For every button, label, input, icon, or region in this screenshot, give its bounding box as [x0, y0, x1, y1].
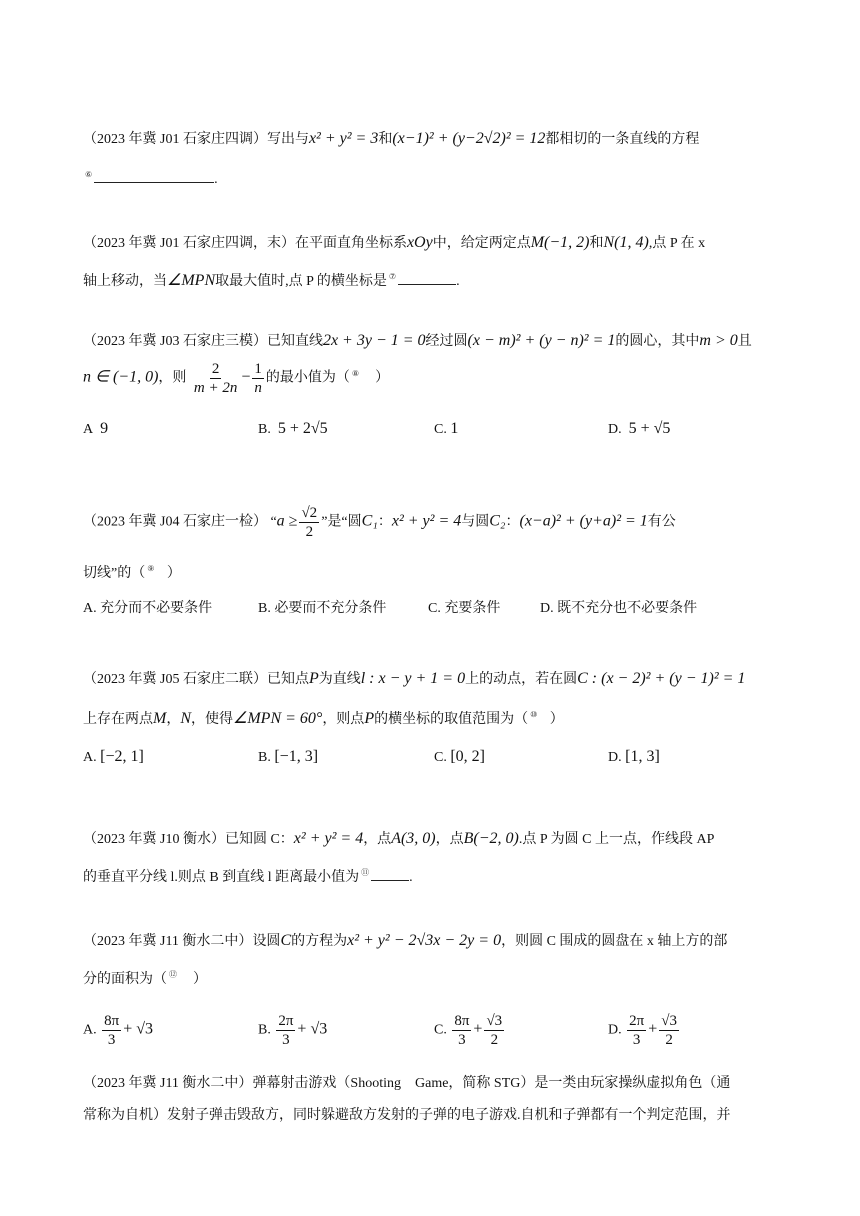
- numerator: √3: [486, 1013, 503, 1029]
- angle-equation: ∠MPN = 60°: [233, 710, 323, 727]
- footnote-marker: ⑥: [85, 170, 93, 180]
- fraction: [299, 504, 319, 541]
- circle-label: C₂: [489, 512, 506, 530]
- point-n: N: [180, 710, 191, 727]
- condition: a ≥: [276, 512, 298, 530]
- question-text: 与圆: [461, 514, 490, 530]
- question-2-line-2: [83, 270, 460, 290]
- denominator: 3: [632, 1032, 641, 1048]
- option-value: 充要条件: [444, 601, 501, 616]
- question-text: 写出与: [266, 132, 309, 147]
- numerator: 2: [211, 361, 220, 377]
- option-value: 既不充分也不必要条件: [557, 601, 698, 616]
- point-m: M(−1, 2): [530, 234, 590, 251]
- punctuation: .: [214, 172, 218, 187]
- question-text: ,点 P 在 x: [648, 236, 706, 251]
- question-source: （2023 年冀 J01 石家庄四调，末）: [83, 236, 295, 251]
- operator: −: [241, 368, 251, 386]
- option-value: [−1, 3]: [274, 748, 319, 765]
- punctuation: ）: [549, 712, 564, 727]
- fraction: [659, 1012, 679, 1049]
- option-c[interactable]: C. $\frac{8\pi}{3}$ + $\frac{√3}{2}$: [434, 1013, 503, 1048]
- footnote-marker: ⑨: [147, 564, 155, 574]
- question-6-line-1: [83, 828, 714, 848]
- fraction: [276, 1012, 295, 1049]
- option-label: B.: [258, 601, 271, 616]
- circle-equation: x² + y² = 4: [293, 830, 364, 847]
- option-label: C.: [434, 422, 447, 437]
- denominator: 2: [305, 524, 314, 540]
- option-a[interactable]: [83, 748, 144, 766]
- point-p: P: [308, 670, 319, 687]
- option-label: B.: [258, 1022, 271, 1038]
- question-text: 设圆: [252, 934, 281, 949]
- question-7-line-2: [83, 968, 207, 988]
- punctuation: ）: [166, 566, 181, 581]
- denominator: m + 2n: [193, 380, 238, 396]
- question-text: ，使得: [191, 712, 233, 727]
- equation: (x−1)² + (y−2√2)² = 12: [392, 130, 546, 147]
- point-a: A(3, 0): [391, 830, 436, 847]
- point-p: P: [364, 710, 375, 727]
- question-7-line-1: [83, 930, 727, 950]
- punctuation: ：: [377, 514, 392, 530]
- punctuation: ：: [505, 514, 520, 530]
- coordinate-system: xOy: [406, 234, 433, 251]
- punctuation: ）: [193, 972, 207, 987]
- condition: m > 0: [699, 332, 738, 349]
- question-text: 有公: [647, 514, 676, 530]
- option-label: A: [83, 422, 94, 437]
- point-b: B(−2, 0): [463, 830, 519, 847]
- option-value: [−2, 1]: [100, 748, 144, 765]
- footnote-marker: ⑦: [388, 272, 397, 282]
- option-label: D.: [608, 422, 622, 437]
- question-text: 的垂直平分线 l.则点 B 到直线 l 距离最小值为: [83, 870, 360, 885]
- option-b[interactable]: [258, 420, 328, 438]
- numerator: 8π: [104, 1013, 120, 1029]
- footnote-marker: ⑪: [361, 868, 370, 878]
- question-text: 和: [378, 132, 393, 147]
- option-a[interactable]: [83, 1012, 153, 1049]
- option-d[interactable]: [540, 597, 697, 617]
- option-label: B.: [258, 750, 271, 765]
- circle-label: C: [280, 932, 292, 949]
- option-label: C.: [428, 601, 441, 616]
- question-text: 已知点: [266, 672, 309, 687]
- option-b[interactable]: [258, 597, 386, 617]
- option-label: A.: [83, 601, 97, 616]
- option-value: 充分而不必要条件: [100, 601, 213, 616]
- question-6-line-2: [83, 866, 413, 886]
- option-c[interactable]: [434, 420, 458, 438]
- question-source: （2023 年冀 J10 衡水）: [83, 832, 225, 847]
- footnote-marker: ⑫: [169, 970, 177, 980]
- numerator: √2: [301, 505, 318, 521]
- circle-equation: (x−a)² + (y+a)² = 1: [519, 512, 648, 530]
- fraction: [102, 1012, 121, 1049]
- question-text: 上存在两点: [83, 712, 153, 727]
- denominator: 2: [665, 1032, 673, 1048]
- question-source: （2023 年冀 J03 石家庄三模）: [83, 334, 267, 349]
- numerator: √3: [661, 1013, 677, 1029]
- question-text: 和: [589, 236, 604, 251]
- question-source: （2023 年冀 J01 石家庄四调）: [83, 132, 267, 147]
- question-1-line-2: [83, 168, 218, 188]
- question-text: 都相切的一条直线的方程: [545, 132, 700, 147]
- question-text: 的方程为: [291, 934, 348, 949]
- circle-equation: (x − m)² + (y − n)² = 1: [467, 332, 616, 349]
- point-n: N(1, 4): [603, 234, 649, 251]
- option-label: C.: [434, 750, 447, 765]
- question-1-line-1: [83, 128, 699, 148]
- fraction: [484, 1012, 504, 1049]
- option-label: A.: [83, 1022, 97, 1038]
- line-equation: l : x − y + 1 = 0: [360, 670, 466, 687]
- fraction: [452, 1012, 471, 1049]
- question-text: 弹幕射击游戏（Shooting Game，简称 STG）是一类由玩家操纵虚拟角色（通: [252, 1076, 731, 1091]
- denominator: 2: [490, 1032, 499, 1048]
- question-3-line-1: [83, 330, 752, 350]
- question-text: ，则: [158, 370, 187, 386]
- question-text: 的最小值为（: [265, 370, 350, 386]
- option-value: 5 + 2√5: [277, 420, 328, 437]
- circle-equation: x² + y² = 4: [391, 512, 462, 530]
- question-8-line-2: [83, 1104, 731, 1124]
- angle: ∠MPN: [167, 272, 216, 289]
- option-d[interactable]: [608, 420, 670, 438]
- numerator: 8π: [454, 1013, 470, 1029]
- option-d[interactable]: [608, 748, 660, 766]
- numerator: 1: [254, 361, 262, 377]
- question-text: 为直线: [318, 672, 361, 687]
- option-value: 1: [450, 420, 459, 437]
- denominator: 3: [107, 1032, 116, 1048]
- question-text: 切线”的（: [83, 566, 146, 581]
- question-text: 分的面积为（: [83, 972, 167, 987]
- question-4-line-1: [83, 504, 676, 541]
- question-text: 经过圆: [425, 334, 468, 349]
- question-text: .点 P 为圆 C 上一点，作线段 AP: [518, 832, 715, 847]
- option-value: 必要而不充分条件: [274, 601, 387, 616]
- option-value: [0, 2]: [450, 748, 485, 765]
- line-equation: 2x + 3y − 1 = 0: [322, 332, 426, 349]
- option-label: C.: [434, 1022, 447, 1038]
- punctuation: .: [456, 274, 460, 289]
- question-text: ，则点: [322, 712, 365, 727]
- denominator: 3: [282, 1032, 290, 1048]
- question-text: 取最大值时,点 P 的横坐标是: [215, 274, 387, 289]
- answer-blank[interactable]: [398, 270, 456, 285]
- footnote-marker: ⑩: [530, 710, 538, 720]
- punctuation: ，: [166, 712, 181, 727]
- option-value: 9: [100, 420, 109, 437]
- option-b[interactable]: [258, 748, 318, 766]
- option-d[interactable]: D. $\frac{2\pi}{3}$ + $\frac{√3}{2}$: [608, 1013, 677, 1048]
- question-source: （2023 年冀 J11 衡水二中）: [83, 1076, 253, 1091]
- circle-label: C₁: [361, 512, 378, 530]
- option-value: 5 + √5: [628, 420, 671, 437]
- option-a[interactable]: [83, 420, 108, 438]
- numerator: 2π: [629, 1013, 645, 1029]
- question-text: 上的动点，若在圆: [465, 672, 578, 687]
- question-text: 已知圆 C：: [224, 832, 294, 847]
- question-text: 轴上移动，当: [83, 274, 167, 289]
- option-c[interactable]: [434, 748, 485, 766]
- point-m: M: [153, 710, 167, 727]
- option-label: D.: [608, 750, 622, 765]
- fraction: [627, 1012, 646, 1049]
- question-source: （2023 年冀 J05 石家庄二联）: [83, 672, 267, 687]
- fraction: [252, 360, 264, 397]
- question-text: ，点: [435, 832, 464, 847]
- question-text: 的圆心，其中: [615, 334, 700, 349]
- condition: n ∈ (−1, 0): [83, 368, 159, 386]
- question-text: 已知直线: [266, 334, 323, 349]
- question-text: 常称为自机）发射子弹击毁敌方，同时躲避敌方发射的子弹的电子游戏.自机和子弹都有一个判定范围，并: [83, 1108, 731, 1123]
- equation: x² + y² = 3: [308, 130, 379, 147]
- question-source: （2023 年冀 J04 石家庄一检）: [83, 514, 267, 530]
- denominator: 3: [458, 1032, 466, 1048]
- question-text: 在平面直角坐标系: [294, 236, 407, 251]
- question-text: 的横坐标的取值范围为（: [374, 712, 529, 727]
- numerator: 2π: [278, 1013, 294, 1029]
- quote: “: [270, 514, 277, 530]
- fraction: [192, 360, 239, 397]
- question-text: 且: [737, 334, 752, 349]
- option-label: D.: [608, 1022, 622, 1038]
- footnote-marker: ⑧: [351, 369, 360, 379]
- punctuation: ）: [375, 370, 390, 386]
- option-label: B.: [258, 422, 271, 437]
- question-5-line-2: [83, 708, 564, 728]
- answer-blank[interactable]: [94, 168, 214, 183]
- option-value: [1, 3]: [625, 748, 660, 765]
- answer-blank[interactable]: [371, 866, 409, 881]
- question-source: （2023 年冀 J11 衡水二中）: [83, 934, 253, 949]
- option-value: + √3: [297, 1020, 328, 1038]
- circle-equation: x² + y² − 2√3x − 2y = 0: [347, 932, 502, 949]
- question-8-line-1: [83, 1072, 730, 1092]
- denominator: n: [254, 380, 262, 396]
- question-text: ，点: [363, 832, 392, 847]
- question-text: ，则圆 C 围成的圆盘在 x 轴上方的部: [501, 934, 728, 949]
- option-value: + √3: [123, 1020, 154, 1038]
- option-label: D.: [540, 601, 554, 616]
- question-3-line-2: [83, 360, 389, 397]
- option-b[interactable]: [258, 1012, 327, 1049]
- option-a[interactable]: [83, 597, 212, 617]
- question-5-line-1: [83, 668, 745, 688]
- question-text: 中，给定两定点: [432, 236, 531, 251]
- option-label: A.: [83, 750, 97, 765]
- punctuation: .: [409, 870, 413, 885]
- question-2-line-1: [83, 232, 705, 252]
- circle-equation: C : (x − 2)² + (y − 1)² = 1: [577, 670, 746, 687]
- question-text: ”是“圆: [321, 514, 362, 530]
- question-4-line-2: [83, 562, 181, 582]
- option-c[interactable]: [428, 597, 500, 617]
